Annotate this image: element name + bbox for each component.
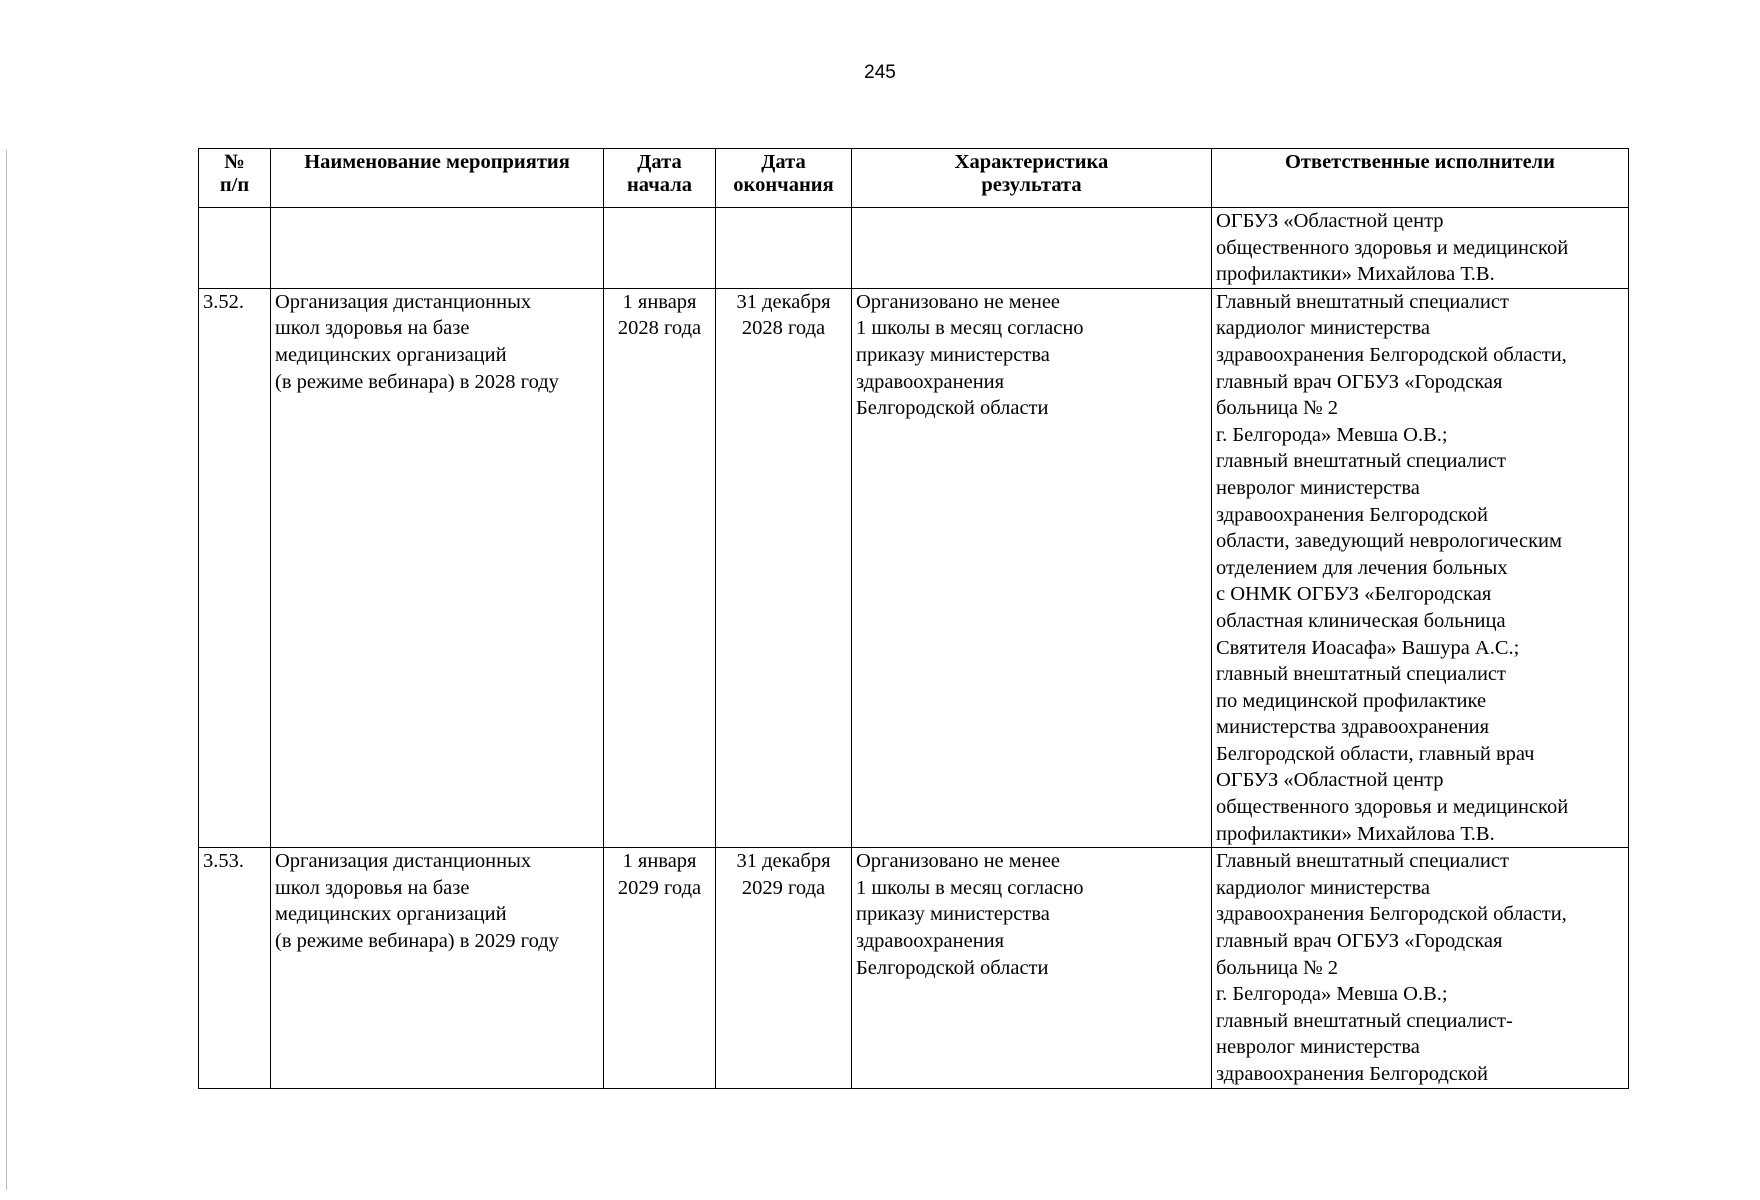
measures-table — [198, 148, 1629, 1089]
cell-num — [199, 208, 271, 289]
table-row-continuation — [199, 208, 1629, 289]
cell-responsible: Главный внештатный специалист кардиолог министерства здравоохранения Белгородской области, главный врач ОГБУЗ «Городская больница № 2 г. Белгорода» Мевша О.В.; главный внештатный специалист- невролог министерства здравоохранения Белгородской — [1212, 848, 1629, 1088]
table-header-row — [199, 149, 1629, 208]
header-start-date: Дата начала — [604, 149, 716, 208]
cell-num: 3.53. — [199, 848, 271, 1088]
table-row — [199, 848, 1629, 1088]
cell-end — [716, 208, 852, 289]
cell-end: 31 декабря 2029 года — [716, 848, 852, 1088]
cell-start: 1 января 2028 года — [604, 288, 716, 847]
cell-responsible: Главный внештатный специалист кардиолог министерства здравоохранения Белгородской области, главный врач ОГБУЗ «Городская больница № 2 г. Белгорода» Мевша О.В.; главный внештатный специалист невролог министерства здравоохранения Белгородской области, заведующий неврологическим отделением для лечения больных с ОНМК ОГБУЗ «Белгородская областная клиническая больница Святителя Иоасафа» Вашура А.С.; главный внештатный специалист по медицинской профилактике министерства здравоохранения Белгородской области, главный врач ОГБУЗ «Областной центр общественного здоровья и медицинской профилактики» Михайлова Т.В. — [1212, 288, 1629, 847]
cell-name: Организация дистанционных школ здоровья на базе медицинских организаций (в режиме вебинара) в 2029 году — [271, 848, 604, 1088]
header-name: Наименование мероприятия — [271, 149, 604, 208]
cell-result: Организовано не менее 1 школы в месяц согласно приказу министерства здравоохранения Белгородской области — [852, 848, 1212, 1088]
cell-start: 1 января 2029 года — [604, 848, 716, 1088]
table-row — [199, 288, 1629, 847]
header-result: Характеристика результата — [852, 149, 1212, 208]
cell-name — [271, 208, 604, 289]
header-num: № п/п — [199, 149, 271, 208]
cell-start — [604, 208, 716, 289]
cell-end: 31 декабря 2028 года — [716, 288, 852, 847]
cell-result: Организовано не менее 1 школы в месяц согласно приказу министерства здравоохранения Белгородской области — [852, 288, 1212, 847]
cell-responsible: ОГБУЗ «Областной центр общественного здоровья и медицинской профилактики» Михайлова Т.В. — [1212, 208, 1629, 289]
header-end-date: Дата окончания — [716, 149, 852, 208]
cell-name: Организация дистанционных школ здоровья на базе медицинских организаций (в режиме вебинара) в 2028 году — [271, 288, 604, 847]
cell-num: 3.52. — [199, 288, 271, 847]
scan-edge-divider — [6, 150, 7, 1190]
page-number: 245 — [864, 62, 896, 83]
header-responsible: Ответственные исполнители — [1212, 149, 1629, 208]
cell-result — [852, 208, 1212, 289]
